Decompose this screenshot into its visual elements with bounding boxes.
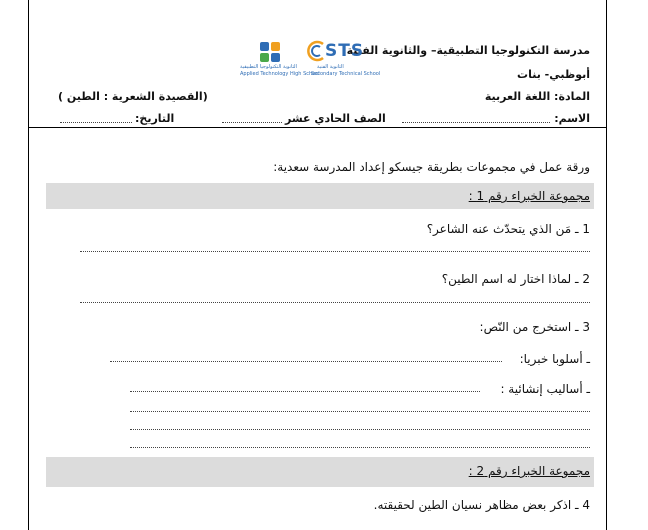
- worksheet-intro: ورقة عمل في مجموعات بطريقة جيسكو إعداد المدرسة سعدية:: [273, 160, 590, 174]
- grade-label: الصف الحادي عشر: [285, 112, 386, 125]
- school-city: أبوظبي- بنات: [517, 68, 590, 81]
- sts-logo-text: STS: [325, 41, 365, 61]
- poem-title: (القصيدة الشعرية : الطين ): [58, 90, 208, 103]
- page-right-border: [606, 0, 607, 530]
- question-3b: ـ أساليب إنشائية :: [500, 382, 590, 396]
- grade-field-dots[interactable]: [222, 122, 282, 123]
- answer-3b-line-3[interactable]: [130, 429, 590, 430]
- sts-logo-arc-icon: [305, 40, 327, 62]
- page-left-border: [28, 0, 29, 530]
- question-1: 1 ـ مَن الذي يتحدّث عنه الشاعر؟: [426, 222, 590, 236]
- ats-logo: [240, 40, 320, 80]
- sts-caption-en: Secondary Technical School: [311, 71, 381, 77]
- sts-logo: [305, 40, 381, 80]
- ats-caption-en: Applied Technology High School: [240, 71, 320, 77]
- question-3a: ـ أسلوبا خبريا:: [519, 352, 590, 366]
- ats-logo-mark: [246, 40, 296, 66]
- question-3: 3 ـ استخرج من النّص:: [479, 320, 590, 334]
- date-field-dots[interactable]: [60, 122, 132, 123]
- answer-3a-line[interactable]: [110, 361, 502, 362]
- answer-3b-line-2[interactable]: [130, 411, 590, 412]
- school-name: مدرسة التكنولوجيا التطبيقية– والثانوية الفنية: [346, 44, 590, 57]
- group1-title: مجموعة الخبراء رقم 1 :: [468, 189, 590, 203]
- name-label: الاسم:: [554, 112, 590, 125]
- answer-1-line[interactable]: [80, 251, 590, 252]
- subject-label: المادة: اللغة العربية: [484, 90, 590, 103]
- question-2: 2 ـ لماذا اختار له اسم الطين؟: [441, 272, 590, 286]
- answer-3b-line-4[interactable]: [130, 447, 590, 448]
- group2-title: مجموعة الخبراء رقم 2 :: [468, 464, 590, 478]
- answer-3b-line-1[interactable]: [130, 391, 480, 392]
- date-label: التاريخ:: [135, 112, 175, 125]
- name-field-dots[interactable]: [402, 122, 550, 123]
- question-4: 4 ـ اذكر بعض مظاهر نسيان الطين لحقيقته.: [373, 498, 590, 512]
- header-rule: [28, 127, 607, 128]
- ats-caption-ar: الثانوية التكنولوجيا التطبيقية: [240, 64, 297, 70]
- answer-2-line[interactable]: [80, 302, 590, 303]
- sts-caption-ar: الثانوية الفنية: [317, 64, 344, 70]
